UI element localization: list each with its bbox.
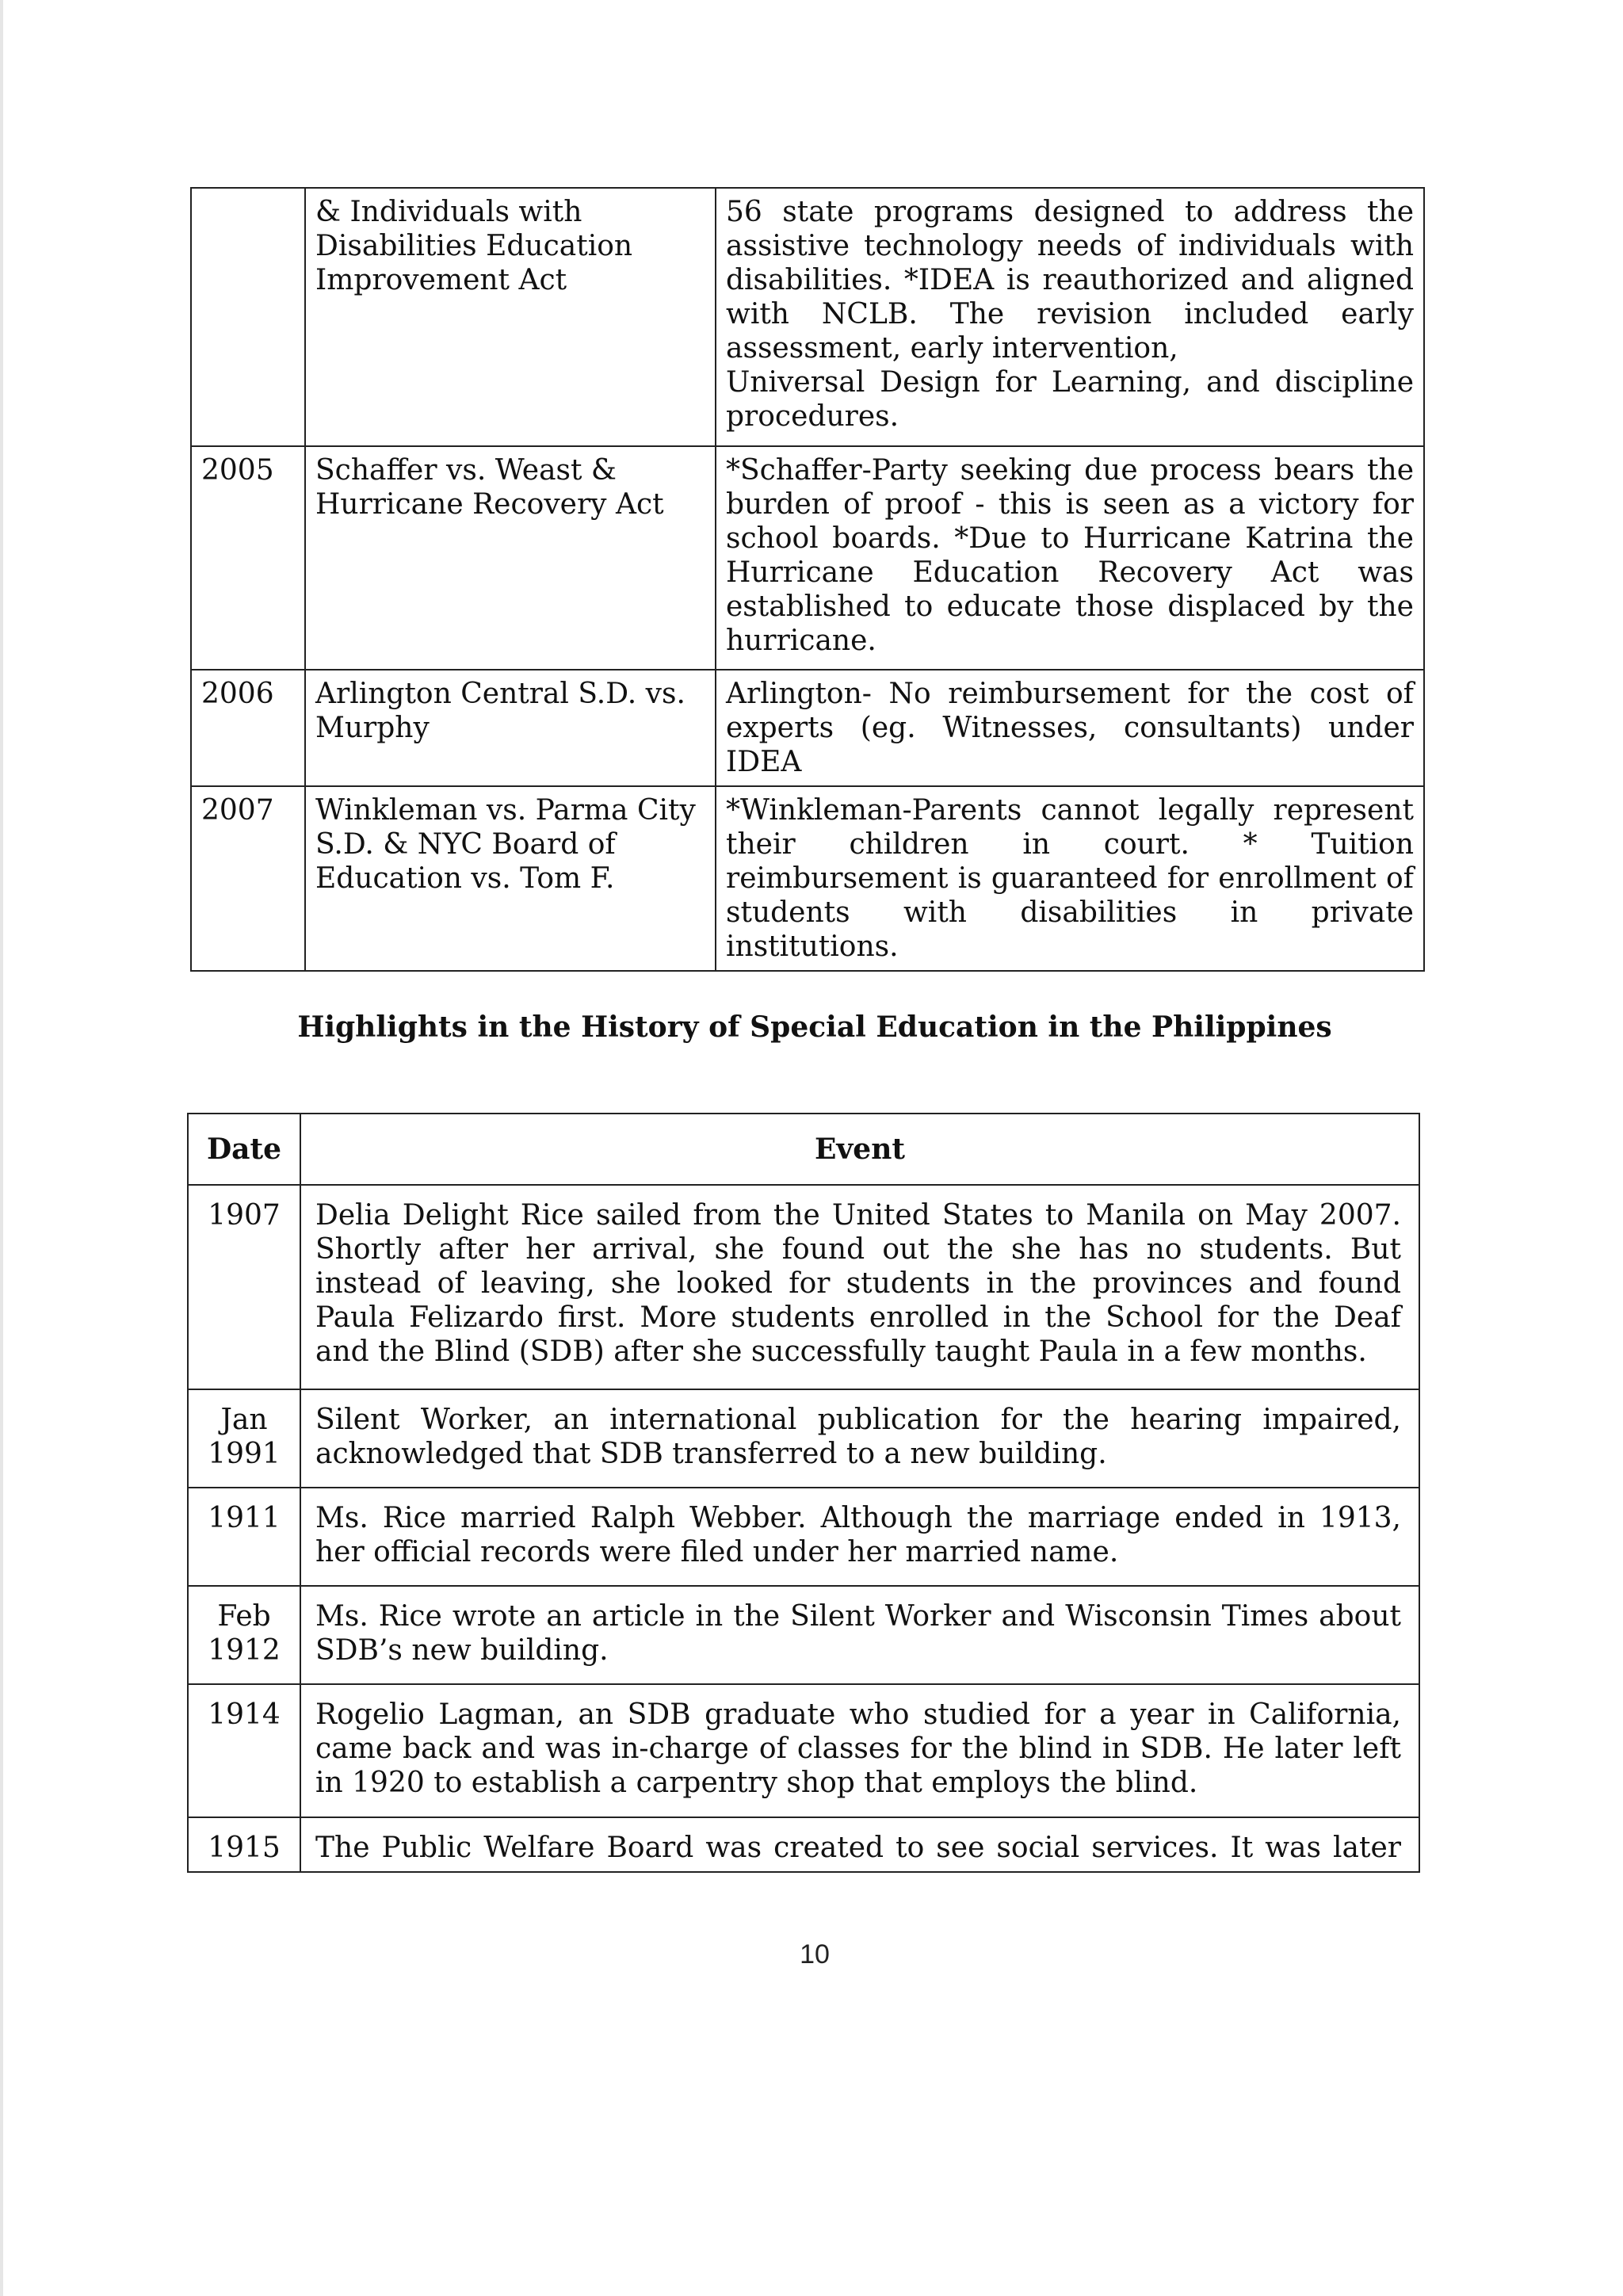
table-row bbox=[188, 1389, 1419, 1488]
year-cell: 2006 bbox=[191, 670, 305, 786]
header-row bbox=[188, 1114, 1419, 1185]
act-cell: Arlington Central S.D. vs. Murphy bbox=[305, 670, 716, 786]
table-row bbox=[191, 786, 1424, 971]
event-column-header: Event bbox=[300, 1114, 1419, 1185]
table-row bbox=[191, 670, 1424, 786]
description-cell bbox=[716, 188, 1424, 446]
year-cell: 2005 bbox=[191, 446, 305, 670]
event-cell: Silent Worker, an international publication for the hearing impaired, acknowledged that SDB transferred to a new building. bbox=[300, 1389, 1419, 1488]
act-cell: & Individuals with Disabilities Education Improvement Act bbox=[305, 188, 716, 446]
event-cell: Delia Delight Rice sailed from the United States to Manila on May 2007. Shortly after her arrival, she found out the she has no students. But instead of leaving, she looked for students in the provinces and found Paula Felizardo first. More students enrolled in the School for the Deaf and the Blind (SDB) after she successfully taught Paula in a few months. bbox=[300, 1185, 1419, 1389]
act-cell: Schaffer vs. Weast & Hurricane Recovery Act bbox=[305, 446, 716, 670]
page-number: 10 bbox=[800, 1939, 830, 1969]
date-cell: 1914 bbox=[188, 1684, 300, 1817]
table-row bbox=[188, 1817, 1419, 1872]
date-cell: 1915 bbox=[188, 1817, 300, 1872]
date-cell: 1911 bbox=[188, 1488, 300, 1586]
table-row bbox=[188, 1684, 1419, 1817]
events-table bbox=[187, 1113, 1420, 1873]
description-text-continued: Universal Design for Learning, and discipline procedures. bbox=[726, 366, 1414, 433]
year-cell bbox=[191, 188, 305, 446]
date-column-header: Date bbox=[188, 1114, 300, 1185]
table-row bbox=[188, 1586, 1419, 1684]
description-cell: Arlington- No reimbursement for the cost of experts (eg. Witnesses, consultants) under IDEA bbox=[716, 670, 1424, 786]
table-row bbox=[191, 188, 1424, 446]
date-cell: 1907 bbox=[188, 1185, 300, 1389]
date-cell: Jan 1991 bbox=[188, 1389, 300, 1488]
table-row bbox=[188, 1185, 1419, 1389]
event-cell: Ms. Rice married Ralph Webber. Although the marriage ended in 1913, her official records were filed under her married name. bbox=[300, 1488, 1419, 1586]
table-row bbox=[188, 1488, 1419, 1586]
date-cell: Feb 1912 bbox=[188, 1586, 300, 1684]
description-cell: *Schaffer-Party seeking due process bears the burden of proof - this is seen as a victory for school boards. *Due to Hurricane Katrina the Hurricane Education Recovery Act was established to educate those displaced by the hurricane. bbox=[716, 446, 1424, 670]
description-text: 56 state programs designed to address the assistive technology needs of individuals with disabilities. *IDEA is reauthorized and aligned with NCLB. The revision included early assessment, early intervention, bbox=[726, 196, 1414, 365]
act-cell: Winkleman vs. Parma City S.D. & NYC Board of Education vs. Tom F. bbox=[305, 786, 716, 971]
acts-table bbox=[190, 187, 1425, 972]
event-cell: Ms. Rice wrote an article in the Silent Worker and Wisconsin Times about SDB’s new building. bbox=[300, 1586, 1419, 1684]
table-row bbox=[191, 446, 1424, 670]
event-cell: The Public Welfare Board was created to see social services. It was later bbox=[300, 1817, 1419, 1872]
section-heading: Highlights in the History of Special Education in the Philippines bbox=[297, 1010, 1332, 1044]
year-cell: 2007 bbox=[191, 786, 305, 971]
description-cell: *Winkleman-Parents cannot legally represent their children in court. * Tuition reimbursement is guaranteed for enrollment of students with disabilities in private institutions. bbox=[716, 786, 1424, 971]
event-cell: Rogelio Lagman, an SDB graduate who studied for a year in California, came back and was in-charge of classes for the blind in SDB. He later left in 1920 to establish a carpentry shop that employs the blind. bbox=[300, 1684, 1419, 1817]
